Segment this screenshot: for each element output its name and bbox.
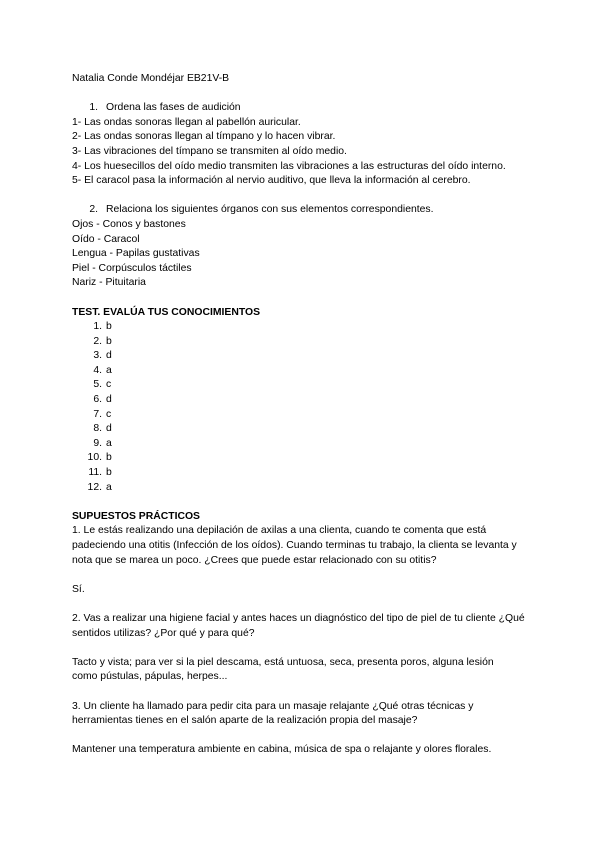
test-answer [72, 408, 532, 423]
supuestos-title: SUPUESTOS PRÁCTICOS [72, 510, 200, 522]
test-answer-letter: c [106, 379, 112, 391]
test-answer [72, 349, 532, 364]
document-page [72, 72, 532, 758]
section2-heading [72, 203, 532, 218]
supuestos-answer-2: Tacto y vista; para ver si la piel descama, está untuosa, seca, presenta poros, alguna lesión como pústulas, pápulas, herpes... [72, 656, 494, 683]
section1-number: 1. [89, 102, 98, 114]
section1-item: 1- Las ondas sonoras llegan al pabellón auricular. [72, 116, 301, 128]
test-answer-letter: b [106, 321, 112, 333]
section1-item: 4- Los huesecillos del oído medio transmiten las vibraciones a las estructuras del oído interno. [72, 160, 506, 172]
test-answer [72, 364, 532, 379]
test-answer-letter: d [106, 394, 112, 406]
test-answer [72, 451, 532, 466]
test-answer-letter: a [106, 364, 112, 376]
test-answer-number: 9. [93, 437, 102, 449]
section1-item: 2- Las ondas sonoras llegan al tímpano y lo hacen vibrar. [72, 131, 336, 143]
test-answer-letter: b [106, 467, 112, 479]
test-answer-number: 3. [93, 350, 102, 362]
test-answer-letter: a [106, 437, 112, 449]
test-answer-number: 5. [93, 379, 102, 391]
test-answer-number: 7. [93, 408, 102, 420]
test-answer-number: 11. [88, 467, 102, 479]
test-answer [72, 320, 532, 335]
supuestos-answer-1: Sí. [72, 583, 85, 595]
section2-title: Relaciona los siguientes órganos con sus elementos correspondientes. [106, 204, 434, 216]
section2-item: Ojos - Conos y bastones [72, 218, 186, 230]
test-answer-number: 1. [93, 321, 102, 333]
section1-item: 5- El caracol pasa la información al nervio auditivo, que lleva la información al cerebro. [72, 175, 471, 187]
author-header: Natalia Conde Mondéjar EB21V-B [72, 73, 230, 84]
section1-title: Ordena las fases de audición [106, 102, 241, 114]
test-answer [72, 422, 532, 437]
test-answer [72, 335, 532, 350]
test-answer-number: 4. [93, 364, 102, 376]
section2-item: Lengua - Papilas gustativas [72, 248, 200, 260]
section2-item: Oído - Caracol [72, 233, 140, 245]
section1-item: 3- Las vibraciones del tímpano se transmiten al oído medio. [72, 145, 347, 157]
test-answer-number: 8. [93, 423, 102, 435]
test-answer-number: 6. [93, 394, 102, 406]
section2-item: Nariz - Pituitaria [72, 277, 146, 289]
test-answer-letter: c [106, 408, 112, 420]
section2-item: Piel - Corpúsculos táctiles [72, 262, 192, 274]
test-answer [72, 378, 532, 393]
section1-heading [72, 101, 532, 116]
test-answer-letter: b [106, 335, 112, 347]
test-title: TEST. EVALÚA TUS CONOCIMIENTOS [72, 306, 261, 318]
supuestos-question-3: 3. Un cliente ha llamado para pedir cita para un masaje relajante ¿Qué otras técnicas y herramientas tienes en el salón aparte de la realización propia del masaje? [72, 700, 474, 727]
test-answer-number: 12. [87, 481, 102, 493]
supuestos-question-2: 2. Vas a realizar una higiene facial y antes haces un diagnóstico del tipo de piel de tu cliente ¿Qué sentidos utilizas? ¿Por qué y para qué? [72, 612, 525, 639]
test-answer [72, 466, 532, 481]
test-answer [72, 437, 532, 452]
test-answer [72, 393, 532, 408]
test-answer [72, 481, 532, 496]
supuestos-answer-3: Mantener una temperatura ambiente en cabina, música de spa o relajante y olores florales. [72, 744, 492, 756]
test-answer-number: 2. [93, 335, 102, 347]
test-answer-letter: d [106, 423, 112, 435]
test-answer-number: 10. [87, 452, 102, 464]
test-answer-letter: d [106, 350, 112, 362]
test-answer-letter: b [106, 452, 112, 464]
supuestos-question-1: 1. Le estás realizando una depilación de axilas a una clienta, cuando te comenta que está padeciendo una otitis (Infección de los oídos). Cuando terminas tu trabajo, la clienta se levanta y nota que se marea un poco. ¿Crees que puede estar relacionado con su otitis? [72, 525, 517, 566]
section2-number: 2. [89, 204, 98, 216]
test-answer-letter: a [106, 481, 112, 493]
